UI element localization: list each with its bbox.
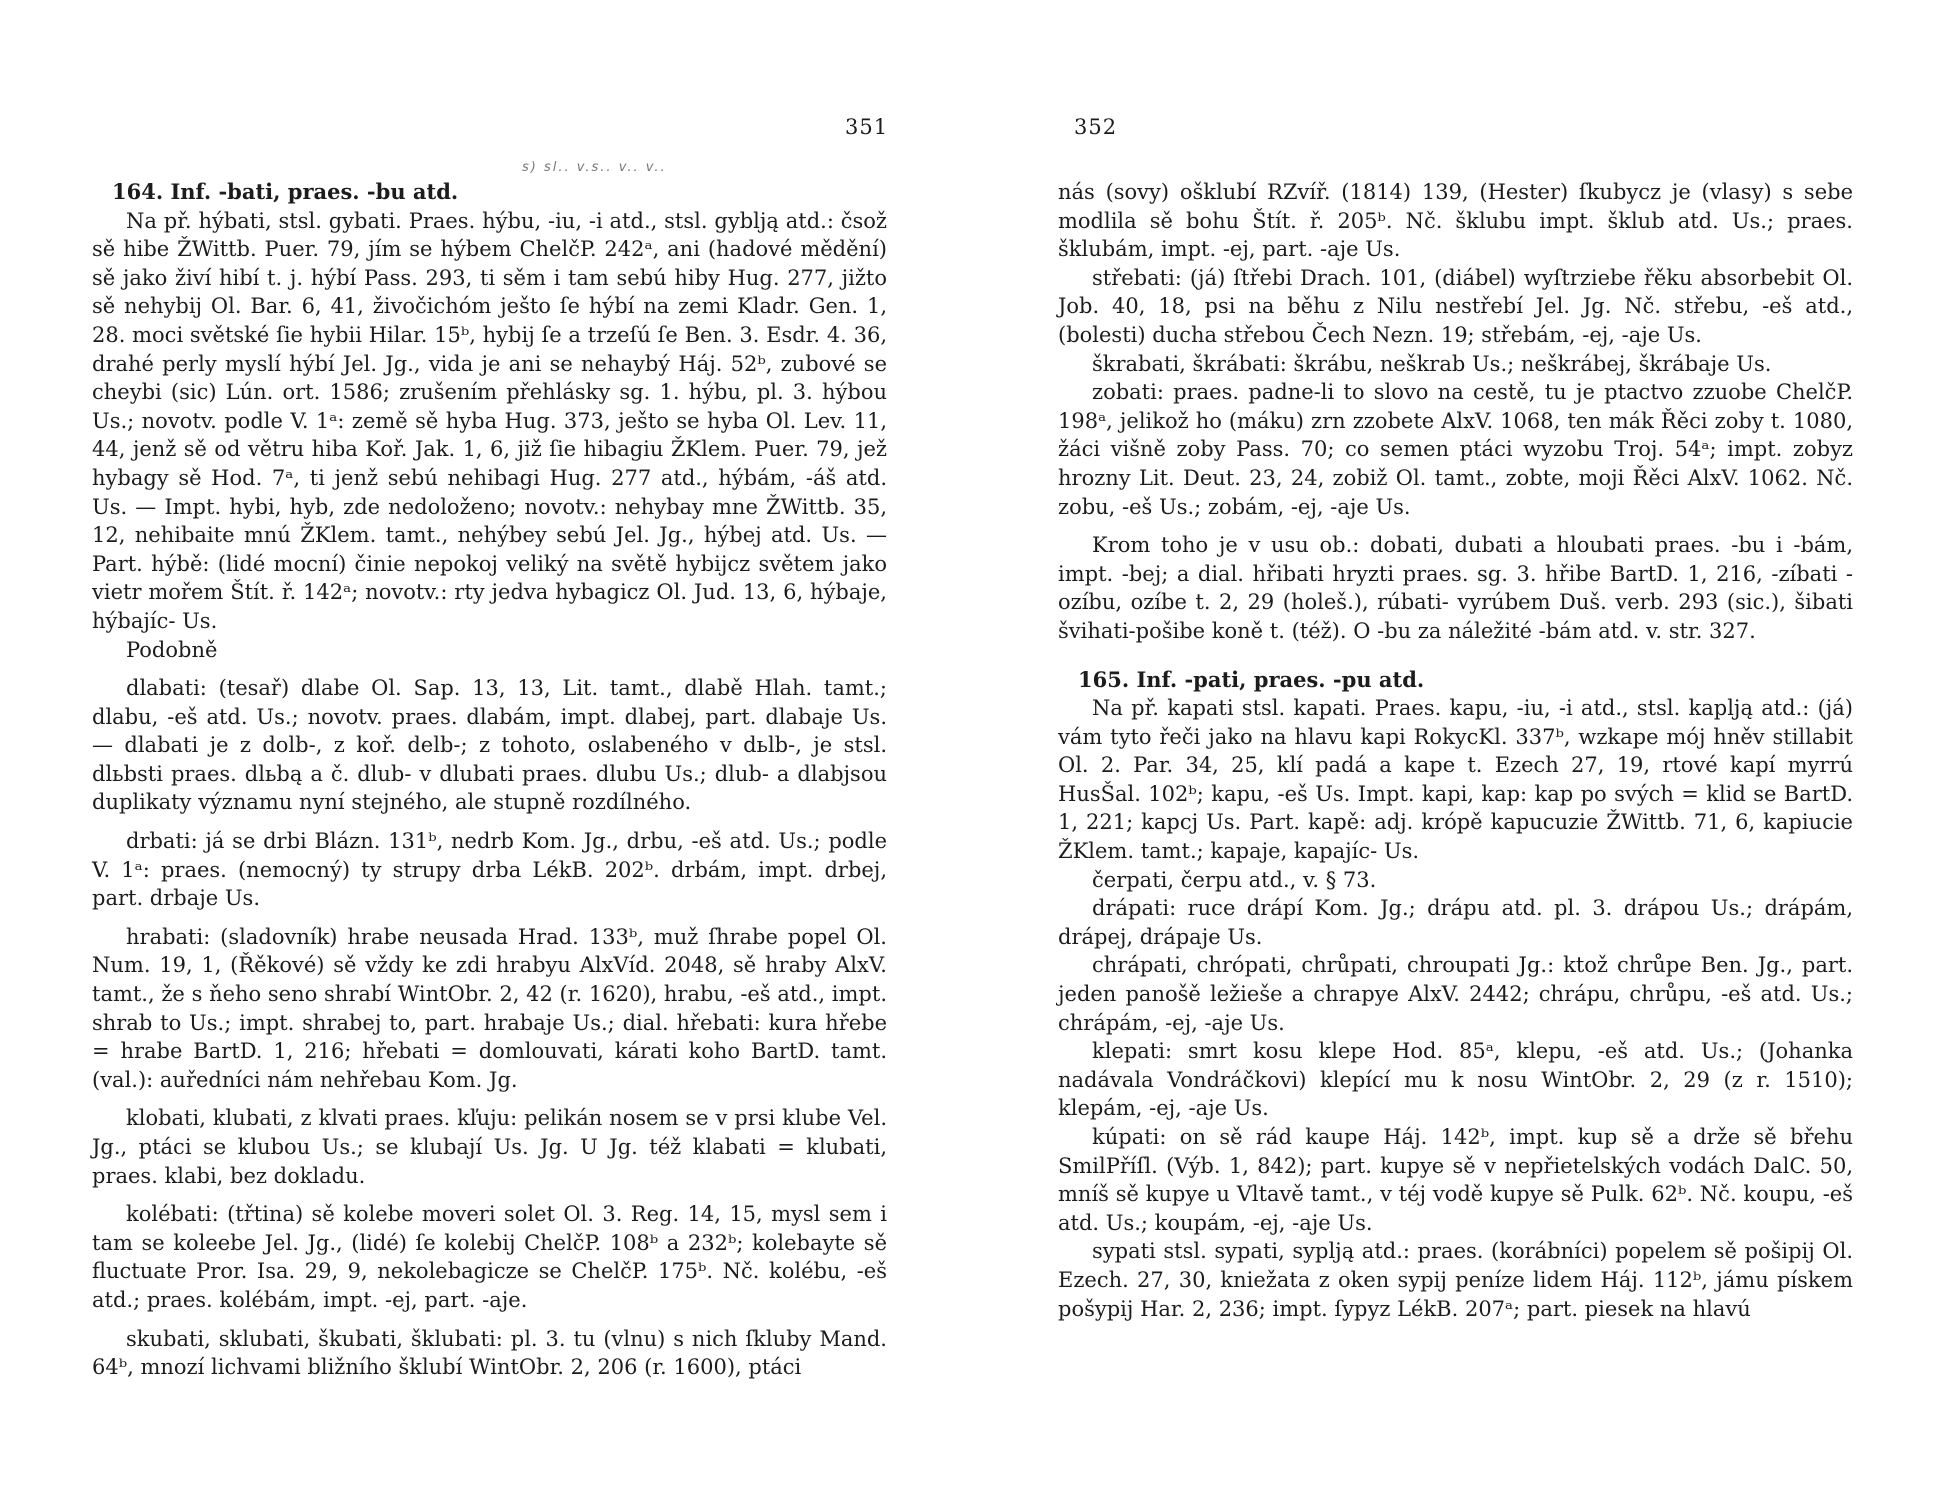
paragraph: škrabati, škrábati: škrábu, neškrab Us.; neškrábej, škrábaje Us. — [1092, 351, 1772, 376]
paragraph: hrabati: (sladovník) hrabe neusada Hrad. 133ᵇ, muž ſhrabe popel Ol. Num. 19, 1, (Řěkové) sě vždy ke zdi hrabyu AlxVíd. 2048, sě hraby AlxV. tamt., že s ňeho seno shrabí WintObr. 2, 42 (r. 1620), hrabu, -eš atd., impt. shrab to Us.; impt. shrabej to, part. hrabaje Us.; dial. hřebati: kura hřebe = hrabe BartD. 1, 216; hřebati = domlouvati, kárati koho BartD. tamt. (val.): auředníci nám nehřebau Kom. Jg. — [92, 924, 887, 1092]
paragraph: chrápati, chrópati, chrůpati, chroupati Jg.: ktož chrůpe Ben. Jg., part. jeden panošě ležieše a chrapye AlxV. 2442; chrápu, chrůpu, -eš atd. Us.; chrápám, -ej, -aje Us. — [1058, 953, 1853, 1035]
section-heading: 164. Inf. -bati, praes. -bu atd. — [112, 179, 459, 204]
paragraph: klepati: smrt kosu klepe Hod. 85ᵃ, klepu, -eš atd. Us.; (Johanka nadávala Vondráčkovi) klepící mu k nosu WintObr. 2, 29 (z r. 1510); klepám, -ej, -aje Us. — [1058, 1039, 1853, 1121]
right-page — [976, 0, 1952, 1500]
page-number: 352 — [1074, 115, 1118, 139]
paragraph: kolébati: (třtina) sě kolebe moveri solet Ol. 3. Reg. 14, 15, mysl sem i tam se koleebe Jel. Jg., (lidé) ſe kolebij ChelčP. 108ᵇ a 232ᵇ; kolebayte sě fluctuate Pror. Isa. 29, 9, nekolebagicze se ChelčP. 175ᵇ. Nč. kolébu, -eš atd.; praes. kolébám, impt. -ej, part. -aje. — [92, 1202, 887, 1312]
page-number: 351 — [845, 115, 889, 139]
paragraph: sypati stsl. sypati, syplją atd.: praes. (korábníci) popelem sě pošipij Ol. Ezech. 27, 30, kniežata z oken sypij peníze lidem Háj. 112ᵇ, jámu pískem pošypij Har. 2, 236; impt. ſypyz LékB. 207ᵃ; part. piesek na hlavú — [1058, 1239, 1853, 1321]
paragraph: Na př. hýbati, stsl. gybati. Praes. hýbu, -iu, -i atd., stsl. gyblją atd.: čsož sě hibe ŽWittb. Puer. 79, jím se hýbem ChelčP. 242ᵃ, ani (hadové mědění) sě jako živí hibí t. j. hýbí Pass. 293, ti sěm i tam sebú hiby Hug. 277, jižto sě nehybij Ol. Bar. 6, 41, živočichóm ješto ſe hýbí na zemi Kladr. Gen. 1, 28. moci světské ſie hybii Hilar. 15ᵇ, hybij ſe a trzeſú ſe Ben. 3. Esdr. 4. 36, drahé perly myslí hýbí Jel. Jg., vida je ani se nehaybý Háj. 52ᵇ, zubové se cheybi (sic) Lún. ort. 1586; zrušením přehlásky sg. 1. hýbu, pl. 3. hýbou Us.; novotv. podle V. 1ᵃ: země sě hyba Hug. 373, ješto se hyba Ol. Lev. 11, 44, jenž sě od větru hiba Koř. Jak. 1, 6, již ſie hibagiu ŽKlem. Puer. 79, jež hybagy sě Hod. 7ᵃ, ti jenž sebú nehibagi Hug. 277 atd., hýbám, -áš atd. Us. — Impt. hybi, hyb, zde nedoloženo; novotv.: nehybay mne ŽWittb. 35, 12, nehibaite mnú ŽKlem. tamt., nehýbey sebú Jel. Jg., hýbej atd. Us. — Part. hýbě: (lidé mocní) činie nepokoj veliký na světě hybijcz světem jako vietr mořem Štít. ř. 142ᵃ; novotv.: rty jedva hybagicz Ol. Jud. 13, 6, hýbaje, hýbajíc- Us. — [92, 208, 887, 633]
paragraph: střebati: (já) ſtřebi Drach. 101, (diábel) wyſtrziebe řěku absorbebit Ol. Job. 40, 18, psi na běhu z Nilu nestřebí Jel. Jg. Nč. střebu, -eš atd., (bolesti) ducha střebou Čech Nezn. 19; střebám, -ej, -aje Us. — [1058, 265, 1853, 347]
section-heading: 165. Inf. -pati, praes. -pu atd. — [1078, 666, 1425, 692]
paragraph: Na př. kapati stsl. kapati. Praes. kapu, -iu, -i atd., stsl. kaplją atd.: (já) vám tyto řeči jako na hlavu kapi RokycKl. 337ᵇ, wzkape mój hněv stillabit Ol. 2. Par. 34, 25, klí padá a kape t. Ezech 27, 19, rtové kapí myrrú HusŠal. 102ᵇ; kapu, -eš Us. Impt. kapi, kap: kap po svých = klid se BartD. 1, 221; kapcj Us. Part. kapě: adj. krópě kapucuzie ŽWittb. 71, 6, kapiucie ŽKlem. tamt.; kapaje, kapajíc- Us. — [1058, 696, 1853, 864]
paragraph: skubati, sklubati, škubati, šklubati: pl. 3. tu (vlnu) s nich ſkluby Mand. 64ᵇ, mnozí lichvami bližního šklubí WintObr. 2, 206 (r. 1600), ptáci — [92, 1326, 887, 1380]
text-column — [1058, 178, 1853, 1323]
paragraph: drbati: já se drbi Blázn. 131ᵇ, nedrb Kom. Jg., drbu, -eš atd. Us.; podle V. 1ᵃ: praes. (nemocný) ty strupy drba LékB. 202ᵇ. drbám, impt. drbej, part. drbaje Us. — [92, 829, 887, 911]
handwritten-margin-note: s) sl.. v.s.. v.. v.. — [522, 160, 667, 175]
paragraph: dlabati: (tesař) dlabe Ol. Sap. 13, 13, Lit. tamt., dlabě Hlah. tamt.; dlabu, -eš atd. Us.; novotv. praes. dlabám, impt. dlabej, part. dlabaje Us. — dlabati je z dolb-, z koř. delb-; z tohoto, oslabeného v dьlb-, je stsl. dlьbsti praes. dlьbą a č. dlub- v dlubati praes. dlubu Us.; dlub- a dlabjsou duplikaty významu nyní stejného, ale stupně rozdílného. — [92, 676, 887, 815]
paragraph: Krom toho je v usu ob.: dobati, dubati a hloubati praes. -bu i -bám, impt. -bej; a dial. hřibati hryzti praes. sg. 3. hřibe BartD. 1, 216, -zíbati -ozíbu, ozíbe t. 2, 29 (holeš.), rúbati- vyrúbem Duš. verb. 293 (sic.), šibati švihati-pošibe koně t. (též). O -bu za náležité -bám atd. v. str. 327. — [1058, 533, 1853, 643]
paragraph: klobati, klubati, z klvati praes. kľuju: pelikán nosem se v prsi klube Vel. Jg., ptáci se klubou Us.; se klubají Us. Jg. U Jg. též klabati = klubati, praes. klabi, bez dokladu. — [92, 1106, 887, 1188]
paragraph: čerpati, čerpu atd., v. § 73. — [1092, 867, 1377, 892]
text-column — [92, 178, 887, 1382]
paragraph: zobati: praes. padne-li to slovo na cestě, tu je ptactvo zzuobe ChelčP. 198ᵃ, jelikož ho (máku) zrn zzobete AlxV. 1068, ten mák Řěci zoby t. 1080, žáci višně zoby Pass. 70; co semen ptáci wyzobu Troj. 54ᵃ; impt. zobyz hrozny Lit. Deut. 23, 24, zobiž Ol. tamt., zobte, moji Řěci AlxV. 1062. Nč. zobu, -eš Us.; zobám, -ej, -aje Us. — [1058, 380, 1853, 519]
paragraph: nás (sovy) ošklubí RZvíř. (1814) 139, (Hester) ſkubycz je (vlasy) s sebe modlila sě bohu Štít. ř. 205ᵇ. Nč. šklubu impt. šklub atd. Us.; praes. šklubám, impt. -ej, part. -aje Us. — [1058, 180, 1853, 262]
paragraph: drápati: ruce drápí Kom. Jg.; drápu atd. pl. 3. drápou Us.; drápám, drápej, drápaje Us. — [1058, 896, 1853, 949]
subheading: Podobně — [126, 637, 218, 662]
paragraph: kúpati: on sě rád kaupe Háj. 142ᵇ, impt. kup sě a drže sě břehu SmilPříſl. (Výb. 1, 842); part. kupye sě v nepřietelských vodách DalC. 50, mníš sě kupye u Vltavě tamt., v téj vodě kupye sě Pulk. 62ᵇ. Nč. koupu, -eš atd. Us.; koupám, -ej, -aje Us. — [1058, 1125, 1853, 1235]
